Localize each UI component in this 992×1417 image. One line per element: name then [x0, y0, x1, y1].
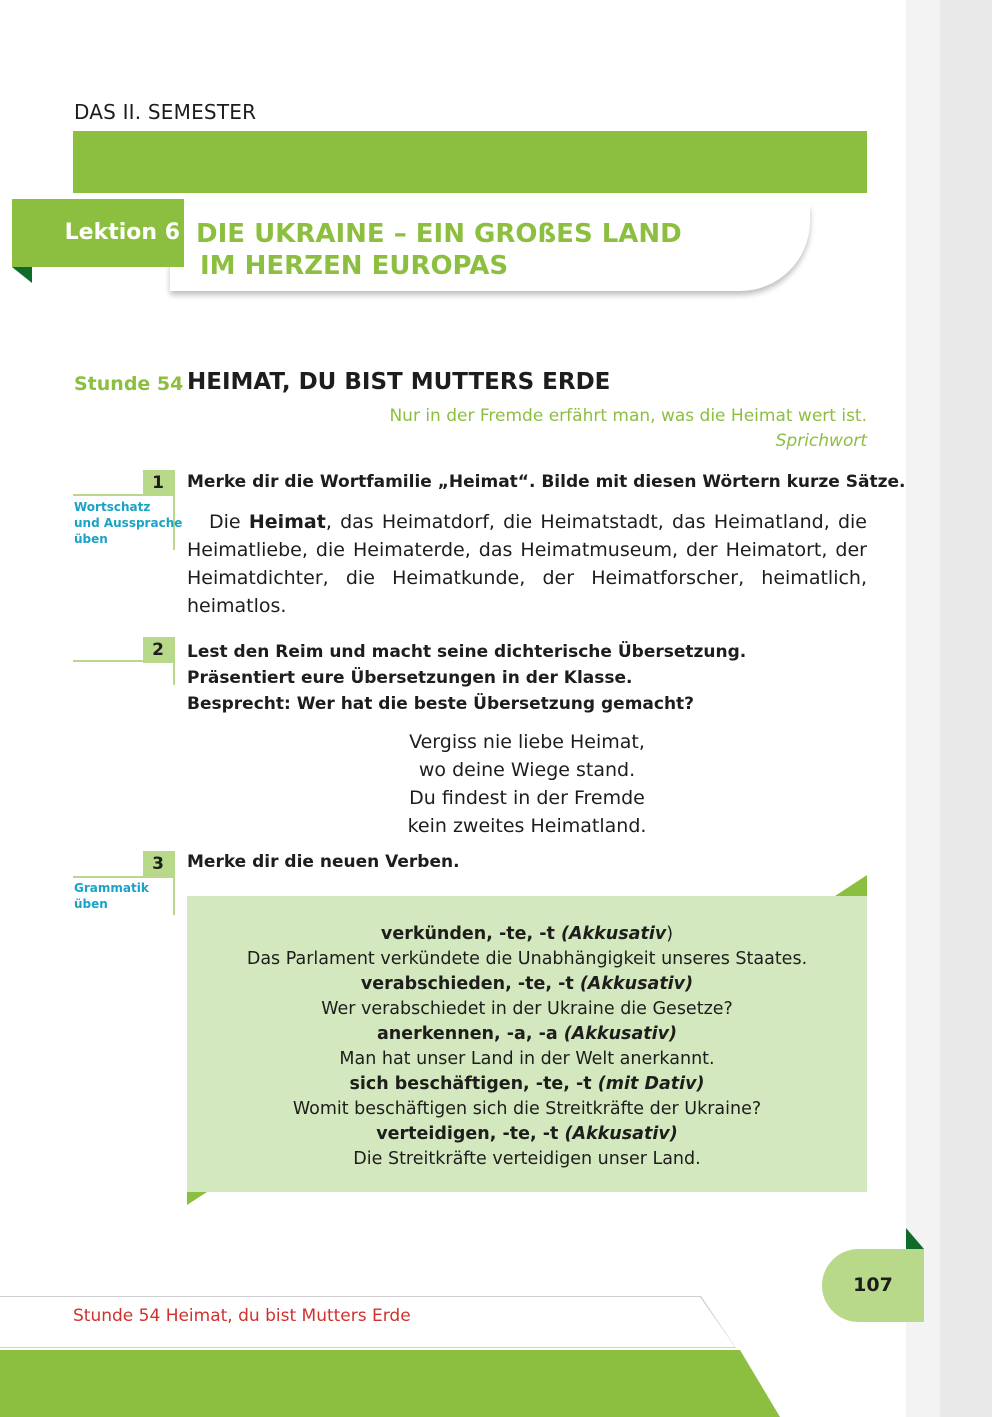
motto-source: Sprichwort	[775, 431, 867, 451]
lektion-fold	[12, 267, 32, 283]
task1-side-rule	[73, 494, 175, 496]
verb-example: Man hat unser Land in der Welt anerkannt.	[339, 1049, 715, 1069]
header-green-bar	[73, 131, 867, 193]
task-number-3: 3	[143, 851, 173, 877]
verb-case: (Akkusativ	[560, 924, 667, 944]
verb-entry	[187, 1122, 867, 1147]
verb-case: (Akkusativ)	[563, 1024, 678, 1044]
task2-side-rule	[73, 660, 175, 662]
task-number-1: 1	[143, 470, 173, 496]
task2-line: Besprecht: Wer hat die beste Übersetzung gemacht?	[187, 694, 695, 714]
motto-text: Nur in der Fremde erfährt man, was die Heimat wert ist.	[389, 406, 867, 426]
verb: verkünden, -te, -t	[380, 924, 561, 944]
poem-line: Du findest in der Fremde	[409, 787, 645, 809]
verb: sich beschäftigen, -te, -t	[349, 1074, 598, 1094]
lektion-label: Lektion 6	[12, 199, 184, 267]
footer-green-band	[0, 1350, 780, 1417]
task-number-2: 2	[143, 637, 173, 663]
motto	[389, 404, 867, 454]
verb-example: Das Parlament verkündete die Unabhängigkeit unseres Staates.	[246, 949, 808, 969]
verb-entry	[187, 922, 867, 947]
semester-header: DAS II. SEMESTER	[74, 100, 257, 124]
task1-bold-word: Heimat	[248, 511, 326, 533]
lektion-title-line1: DIE UKRAINE – EIN GROßES LAND	[196, 219, 682, 249]
task3-side-rule	[73, 876, 175, 878]
page-number-fold	[906, 1228, 924, 1249]
poem	[187, 728, 867, 840]
verb-case: (Akkusativ)	[564, 1124, 678, 1144]
page-number: 107	[822, 1249, 924, 1322]
skill-label-line: üben	[74, 897, 108, 911]
verb-entry	[187, 1072, 867, 1097]
task2-instruction	[187, 639, 746, 717]
task2-line: Präsentiert eure Übersetzungen in der Klasse.	[187, 668, 633, 688]
task1-word-family	[187, 508, 867, 620]
verb-entry	[187, 972, 867, 997]
verb-case: (Akkusativ)	[579, 974, 694, 994]
verb-case-close: )	[666, 924, 674, 944]
skill-label-line: Wortschatz	[74, 500, 151, 514]
verb-example: Wer verabschiedet in der Ukraine die Gesetze?	[321, 999, 733, 1019]
skill-label-line: üben	[74, 532, 108, 546]
verb-entry	[187, 1022, 867, 1047]
task1-lead: Die	[209, 511, 249, 533]
verb: anerkennen, -a, -a	[376, 1024, 564, 1044]
verb-example: Womit beschäftigen sich die Streitkräfte der Ukraine?	[292, 1099, 762, 1119]
poem-line: Vergiss nie liebe Heimat,	[409, 731, 645, 753]
verb-box-corner	[835, 875, 867, 896]
lektion-title-line2: IM HERZEN EUROPAS	[200, 251, 509, 281]
verb: verabschieden, -te, -t	[360, 974, 580, 994]
page-edge-strip-inner	[906, 0, 940, 1417]
task3-instruction: Merke dir die neuen Verben.	[187, 852, 460, 872]
poem-line: kein zweites Heimatland.	[407, 815, 647, 837]
task3-side-line	[173, 851, 175, 915]
stunde-title: HEIMAT, DU BIST MUTTERS ERDE	[187, 369, 611, 395]
lektion-title	[196, 218, 682, 282]
verb-box-corner	[187, 1192, 207, 1205]
task1-skill-label	[74, 499, 182, 547]
task2-line: Lest den Reim und macht seine dichterische Übersetzung.	[187, 642, 747, 662]
skill-label-line: und Aussprache	[74, 516, 183, 530]
skill-label-line: Grammatik	[74, 881, 149, 895]
verb-list	[187, 922, 867, 1172]
verb-case: (mit Dativ)	[597, 1074, 705, 1094]
task3-skill-label	[74, 880, 149, 912]
stunde-label: Stunde 54	[74, 373, 184, 395]
task1-text: , das Heimatdorf, die Heimatstadt, das Heimatland, die Heimatliebe, die Heimaterde, das Heimatmuseum, der Heimatort, der Heimatdichter, die Heimatkunde, der Heimatforscher, heimatlich, heimatlos.	[187, 511, 867, 617]
verb: verteidigen, -te, -t	[376, 1124, 565, 1144]
footer-running-title: Stunde 54 Heimat, du bist Mutters Erde	[73, 1306, 411, 1326]
task1-instruction: Merke dir die Wortfamilie „Heimat“. Bilde mit diesen Wörtern kurze Sätze.	[187, 472, 906, 492]
verb-example: Die Streitkräfte verteidigen unser Land.	[353, 1149, 701, 1169]
poem-line: wo deine Wiege stand.	[418, 759, 636, 781]
